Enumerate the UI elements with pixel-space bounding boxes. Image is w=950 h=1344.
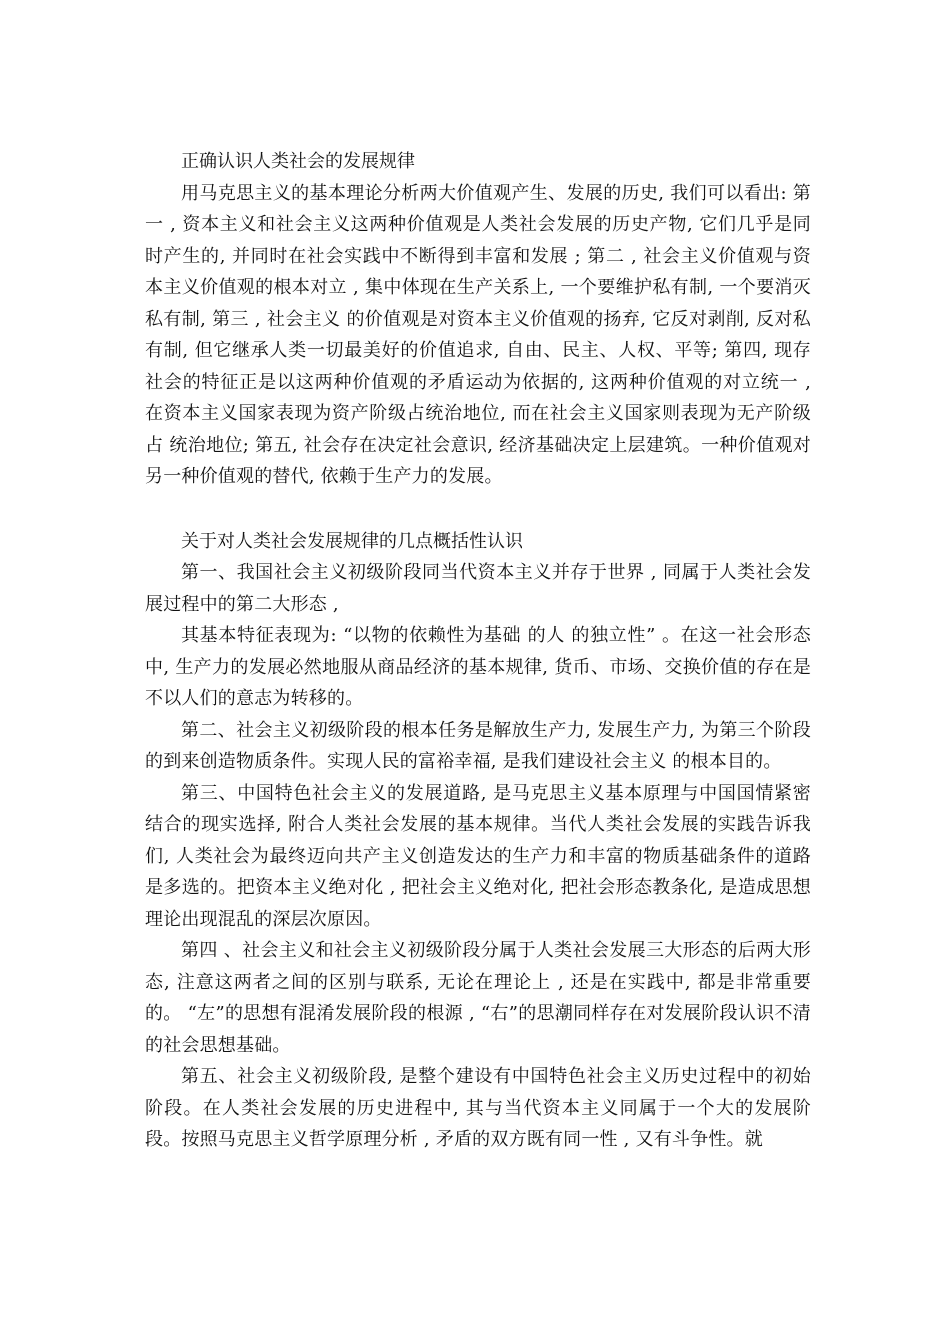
body-paragraph: 第二、社会主义初级阶段的根本任务是解放生产力, 发展生产力, 为第三个阶段的到来创造物质条件。实现人民的富裕幸福, 是我们建设社会主义 的根本目的。 <box>145 719 811 772</box>
body-paragraph: 第一、我国社会主义初级阶段同当代资本主义并存于世界 , 同属于人类社会发展过程中的第二大形态 , <box>145 562 811 615</box>
body-paragraph: 其基本特征表现为: “以物的依赖性为基础 的人 的独立性” 。在这一社会形态中, 生产力的发展必然地服从商品经济的基本规律, 货币、市场、交换价值的存在是不以人们的意志为转移的。 <box>145 625 811 709</box>
body-paragraph: 第四 、社会主义和社会主义初级阶段分属于人类社会发展三大形态的后两大形态, 注意这两者之间的区别与联系, 无论在理论上 , 还是在实践中, 都是非常重要的。 “左”的思想有混淆发展阶段的根源 , “右”的思潮同样存在对发展阶段认识不清的社会思想基础。 <box>145 940 811 1056</box>
body-paragraph: 用马克思主义的基本理论分析两大价值观产生、发展的历史, 我们可以看出: 第一 , 资本主义和社会主义这两种价值观是人类社会发展的历史产物, 它们几乎是同时产生的, 并同时在社会实践中不断得到丰富和发展 ; 第二 , 社会主义价值观与资本主义价值观的根本对立 , 集中体现在生产关系上, 一个要维护私有制, 一个要消灭私有制, 第三 , 社会主义 的价值观是对资本主义价值观的扬弃, 它反对剥削, 反对私有制, 但它继承人类一切最美好的价值追求, 自由、民主、人权、平等; 第四, 现存社会的特征正是以这两种价值观的矛盾运动为依据的, 这两种价值观的对立统一 , 在资本主义国家表现为资产阶级占统治地位, 而在社会主义国家则表现为无产阶级 占 统治地位; 第五, 社会存在决定社会意识, 经济基础决定上层建筑。一种价值观对另一种价值观的替代, 依赖于生产力的发展。 <box>145 182 811 487</box>
section-heading: 关于对人类社会发展规律的几点概括性认识 <box>181 530 523 552</box>
body-paragraph: 第五、社会主义初级阶段, 是整个建设有中国特色社会主义历史过程中的初始阶段。在人类社会发展的历史进程中, 其与当代资本主义同属于一个大的发展阶段。按照马克思主义哲学原理分析 , 矛盾的双方既有同一性 , 又有斗争性。就 <box>145 1066 811 1150</box>
body-paragraph: 第三、中国特色社会主义的发展道路, 是马克思主义基本原理与中国国情紧密结合的现实选择, 附合人类社会发展的基本规律。当代人类社会发展的实践告诉我们, 人类社会为最终迈向共产主义创造发达的生产力和丰富的物质基础条件的道路是多选的。把资本主义绝对化 , 把社会主义绝对化, 把社会形态教条化, 是造成思想理论出现混乱的深层次原因。 <box>145 782 811 930</box>
section-development-laws <box>145 146 811 493</box>
document-page <box>145 146 811 1156</box>
section-general-understanding <box>145 526 811 1156</box>
section-heading: 正确认识人类社会的发展规律 <box>181 151 415 172</box>
